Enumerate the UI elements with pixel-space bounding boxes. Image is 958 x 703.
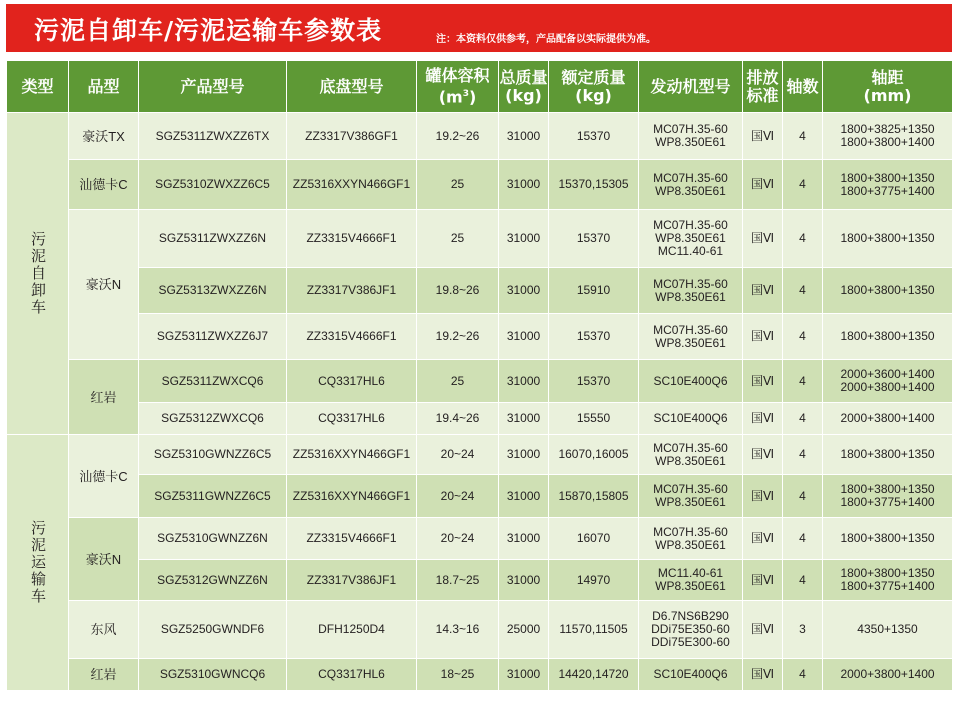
- engine-model-cell: [639, 268, 743, 314]
- table-row: [7, 518, 953, 560]
- table-row: [7, 560, 953, 601]
- engine-model-line: MC07H.35-60: [653, 440, 728, 455]
- wheelbase-line: 1800+3800+1350: [840, 170, 935, 185]
- engine-model-line: SC10E400Q6: [653, 667, 728, 681]
- header-type: 类型: [7, 61, 69, 113]
- wheelbase-line: 1800+3800+1350: [840, 447, 935, 461]
- product-model-cell: SGZ5310ZWXZZ6C5: [139, 160, 287, 210]
- wheelbase-cell: [823, 113, 953, 160]
- product-model-cell: SGZ5312ZWXCQ6: [139, 403, 287, 435]
- wheelbase-line: 1800+3800+1350: [840, 231, 935, 245]
- engine-model-line: DDi75E300-60: [651, 635, 730, 649]
- engine-model-cell: [639, 314, 743, 360]
- engine-model-line: WP8.350E61: [655, 495, 726, 509]
- vehicle-type-cell: 污泥自卸车: [7, 113, 69, 435]
- tank-volume-cell: 18.7~25: [417, 560, 499, 601]
- chassis-model-cell: ZZ3317V386GF1: [287, 113, 417, 160]
- tank-volume-cell: 19.8~26: [417, 268, 499, 314]
- header-product-model: 产品型号: [139, 61, 287, 113]
- header-engine-model: 发动机型号: [639, 61, 743, 113]
- axles-cell: 3: [783, 601, 823, 659]
- engine-model-line: MC07H.35-60: [653, 322, 728, 337]
- chassis-model-cell: ZZ3317V386JF1: [287, 268, 417, 314]
- product-model-cell: SGZ5310GWNZZ6C5: [139, 435, 287, 475]
- engine-model-cell: [639, 518, 743, 560]
- emission-cell: 国Ⅵ: [743, 113, 783, 160]
- tank-volume-cell: 20~24: [417, 435, 499, 475]
- emission-cell: 国Ⅵ: [743, 475, 783, 518]
- table-row: [7, 601, 953, 659]
- rated-mass-cell: 15370: [549, 210, 639, 268]
- emission-cell: 国Ⅵ: [743, 210, 783, 268]
- table-row: [7, 360, 953, 403]
- wheelbase-line: 1800+3775+1400: [840, 495, 935, 509]
- wheelbase-cell: [823, 268, 953, 314]
- gross-mass-cell: 31000: [499, 160, 549, 210]
- wheelbase-cell: [823, 435, 953, 475]
- table-row: [7, 113, 953, 160]
- wheelbase-cell: [823, 659, 953, 691]
- wheelbase-cell: [823, 601, 953, 659]
- product-model-cell: SGZ5310GWNCQ6: [139, 659, 287, 691]
- emission-cell: 国Ⅵ: [743, 360, 783, 403]
- rated-mass-cell: 16070,16005: [549, 435, 639, 475]
- axles-cell: 4: [783, 475, 823, 518]
- gross-mass-cell: 31000: [499, 435, 549, 475]
- header-wheelbase: 轴距 (mm): [823, 61, 953, 113]
- chassis-model-cell: CQ3317HL6: [287, 360, 417, 403]
- axles-cell: 4: [783, 210, 823, 268]
- header-emission: 排放 标准: [743, 61, 783, 113]
- engine-model-line: MC07H.35-60: [653, 170, 728, 185]
- tank-volume-cell: 25: [417, 160, 499, 210]
- brand-cell: 汕德卡C: [69, 160, 139, 210]
- product-model-cell: SGZ5311ZWXZZ6J7: [139, 314, 287, 360]
- wheelbase-line: 1800+3800+1350: [840, 566, 935, 580]
- engine-model-cell: [639, 560, 743, 601]
- table-header-row: [7, 61, 953, 113]
- axles-cell: 4: [783, 435, 823, 475]
- rated-mass-cell: 14970: [549, 560, 639, 601]
- product-model-cell: SGZ5310GWNZZ6N: [139, 518, 287, 560]
- product-model-cell: SGZ5311GWNZZ6C5: [139, 475, 287, 518]
- chassis-model-cell: ZZ5316XXYN466GF1: [287, 435, 417, 475]
- table-row: [7, 475, 953, 518]
- engine-model-line: WP8.350E61: [655, 537, 726, 552]
- wheelbase-line: 1800+3800+1350: [840, 283, 935, 297]
- emission-cell: 国Ⅵ: [743, 518, 783, 560]
- rated-mass-cell: 11570,11505: [549, 601, 639, 659]
- engine-model-line: MC11.40-61: [657, 244, 724, 258]
- engine-model-line: MC07H.35-60: [653, 524, 728, 539]
- tank-volume-cell: 19.2~26: [417, 113, 499, 160]
- gross-mass-cell: 31000: [499, 113, 549, 160]
- wheelbase-cell: [823, 360, 953, 403]
- chassis-model-cell: ZZ5316XXYN466GF1: [287, 475, 417, 518]
- gross-mass-cell: 31000: [499, 360, 549, 403]
- header-chassis-model: 底盘型号: [287, 61, 417, 113]
- brand-cell: 豪沃N: [69, 210, 139, 360]
- tank-volume-cell: 19.4~26: [417, 403, 499, 435]
- engine-model-cell: [639, 659, 743, 691]
- gross-mass-cell: 25000: [499, 601, 549, 659]
- engine-model-line: MC07H.35-60: [653, 276, 728, 291]
- product-model-cell: SGZ5313ZWXZZ6N: [139, 268, 287, 314]
- product-model-cell: SGZ5311ZWXZZ6N: [139, 210, 287, 268]
- brand-cell: 红岩: [69, 360, 139, 435]
- wheelbase-line: 1800+3775+1400: [840, 579, 935, 593]
- rated-mass-cell: 15370: [549, 360, 639, 403]
- product-model-cell: SGZ5311ZWXZZ6TX: [139, 113, 287, 160]
- engine-model-cell: [639, 601, 743, 659]
- gross-mass-cell: 31000: [499, 210, 549, 268]
- page-title: 污泥自卸车/污泥运输车参数表: [34, 16, 383, 45]
- engine-model-line: WP8.350E61: [655, 135, 726, 149]
- engine-model-line: MC11.40-61: [657, 566, 724, 580]
- axles-cell: 4: [783, 160, 823, 210]
- wheelbase-line: 2000+3800+1400: [840, 667, 935, 681]
- axles-cell: 4: [783, 113, 823, 160]
- brand-cell: 豪沃N: [69, 518, 139, 601]
- brand-cell: 东风: [69, 601, 139, 659]
- brand-cell: 汕德卡C: [69, 435, 139, 518]
- engine-model-line: WP8.350E61: [655, 289, 726, 304]
- rated-mass-cell: 15550: [549, 403, 639, 435]
- engine-model-line: WP8.350E61: [655, 231, 726, 245]
- engine-model-line: DDi75E350-60: [651, 622, 730, 636]
- brand-cell: 豪沃TX: [69, 113, 139, 160]
- product-model-cell: SGZ5250GWNDF6: [139, 601, 287, 659]
- axles-cell: 4: [783, 560, 823, 601]
- engine-model-cell: [639, 113, 743, 160]
- header-tank-volume: 罐体容积 $(m^3)$: [417, 61, 499, 113]
- emission-cell: 国Ⅵ: [743, 601, 783, 659]
- wheelbase-line: 1800+3775+1400: [840, 183, 935, 198]
- emission-cell: 国Ⅵ: [743, 314, 783, 360]
- emission-cell: 国Ⅵ: [743, 160, 783, 210]
- table-row: [7, 435, 953, 475]
- table-row: [7, 403, 953, 435]
- wheelbase-cell: [823, 314, 953, 360]
- wheelbase-line: 2000+3600+1400: [840, 367, 935, 381]
- gross-mass-cell: 31000: [499, 518, 549, 560]
- gross-mass-cell: 31000: [499, 475, 549, 518]
- vehicle-type-cell: 污泥运输车: [7, 435, 69, 691]
- engine-model-line: WP8.350E61: [655, 453, 726, 468]
- chassis-model-cell: CQ3317HL6: [287, 403, 417, 435]
- disclaimer-note: 注：本资料仅供参考，产品配备以实际提供为准。: [436, 34, 656, 45]
- axles-cell: 4: [783, 659, 823, 691]
- engine-model-cell: [639, 160, 743, 210]
- table-row: [7, 210, 953, 268]
- wheelbase-line: 2000+3800+1400: [840, 380, 935, 394]
- wheelbase-line: 4350+1350: [857, 622, 918, 636]
- wheelbase-line: 1800+3800+1350: [840, 531, 935, 545]
- wheelbase-cell: [823, 560, 953, 601]
- engine-model-line: WP8.350E61: [655, 335, 726, 350]
- wheelbase-line: 1800+3800+1400: [840, 135, 935, 149]
- emission-cell: 国Ⅵ: [743, 403, 783, 435]
- wheelbase-line: 1800+3800+1350: [840, 482, 935, 496]
- wheelbase-cell: [823, 403, 953, 435]
- spec-table: [6, 60, 953, 691]
- gross-mass-cell: 31000: [499, 314, 549, 360]
- tank-volume-cell: 19.2~26: [417, 314, 499, 360]
- wheelbase-line: 2000+3800+1400: [840, 411, 935, 425]
- wheelbase-cell: [823, 475, 953, 518]
- engine-model-line: WP8.350E61: [655, 183, 726, 198]
- rated-mass-cell: 15370,15305: [549, 160, 639, 210]
- tank-volume-cell: 18~25: [417, 659, 499, 691]
- engine-model-line: MC07H.35-60: [653, 482, 728, 496]
- axles-cell: 4: [783, 360, 823, 403]
- chassis-model-cell: ZZ3317V386JF1: [287, 560, 417, 601]
- wheelbase-line: 1800+3825+1350: [840, 122, 935, 136]
- table-row: [7, 659, 953, 691]
- rated-mass-cell: 15870,15805: [549, 475, 639, 518]
- engine-model-cell: [639, 403, 743, 435]
- axles-cell: 4: [783, 268, 823, 314]
- axles-cell: 4: [783, 518, 823, 560]
- brand-cell: 红岩: [69, 659, 139, 691]
- axles-cell: 4: [783, 403, 823, 435]
- engine-model-cell: [639, 435, 743, 475]
- header-gross-mass: 总质量 (kg): [499, 61, 549, 113]
- wheelbase-cell: [823, 210, 953, 268]
- engine-model-line: D6.7NS6B290: [652, 609, 729, 623]
- engine-model-line: WP8.350E61: [655, 579, 726, 593]
- emission-cell: 国Ⅵ: [743, 268, 783, 314]
- engine-model-cell: [639, 210, 743, 268]
- wheelbase-line: 1800+3800+1350: [840, 329, 935, 343]
- rated-mass-cell: 16070: [549, 518, 639, 560]
- chassis-model-cell: DFH1250D4: [287, 601, 417, 659]
- gross-mass-cell: 31000: [499, 403, 549, 435]
- tank-volume-cell: 25: [417, 360, 499, 403]
- rated-mass-cell: 15370: [549, 113, 639, 160]
- emission-cell: 国Ⅵ: [743, 435, 783, 475]
- rated-mass-cell: 15910: [549, 268, 639, 314]
- axles-cell: 4: [783, 314, 823, 360]
- chassis-model-cell: CQ3317HL6: [287, 659, 417, 691]
- title-banner: [6, 4, 952, 52]
- emission-cell: 国Ⅵ: [743, 560, 783, 601]
- chassis-model-cell: ZZ3315V4666F1: [287, 314, 417, 360]
- gross-mass-cell: 31000: [499, 268, 549, 314]
- rated-mass-cell: 14420,14720: [549, 659, 639, 691]
- tank-volume-cell: 20~24: [417, 475, 499, 518]
- table-row: [7, 160, 953, 210]
- gross-mass-cell: 31000: [499, 659, 549, 691]
- header-axles: 轴数: [783, 61, 823, 113]
- header-brand: 品型: [69, 61, 139, 113]
- product-model-cell: SGZ5312GWNZZ6N: [139, 560, 287, 601]
- chassis-model-cell: ZZ3315V4666F1: [287, 210, 417, 268]
- wheelbase-cell: [823, 518, 953, 560]
- table-row: [7, 268, 953, 314]
- spec-table-body: [7, 113, 953, 691]
- gross-mass-cell: 31000: [499, 560, 549, 601]
- emission-cell: 国Ⅵ: [743, 659, 783, 691]
- wheelbase-cell: [823, 160, 953, 210]
- engine-model-cell: [639, 360, 743, 403]
- table-row: [7, 314, 953, 360]
- chassis-model-cell: ZZ5316XXYN466GF1: [287, 160, 417, 210]
- chassis-model-cell: ZZ3315V4666F1: [287, 518, 417, 560]
- tank-volume-cell: 25: [417, 210, 499, 268]
- product-model-cell: SGZ5311ZWXCQ6: [139, 360, 287, 403]
- engine-model-line: SC10E400Q6: [653, 373, 728, 388]
- rated-mass-cell: 15370: [549, 314, 639, 360]
- tank-volume-cell: 20~24: [417, 518, 499, 560]
- header-rated-mass: 额定质量 (kg): [549, 61, 639, 113]
- tank-volume-cell: 14.3~16: [417, 601, 499, 659]
- engine-model-line: SC10E400Q6: [653, 411, 728, 425]
- engine-model-line: MC07H.35-60: [653, 122, 728, 136]
- engine-model-cell: [639, 475, 743, 518]
- engine-model-line: MC07H.35-60: [653, 218, 728, 232]
